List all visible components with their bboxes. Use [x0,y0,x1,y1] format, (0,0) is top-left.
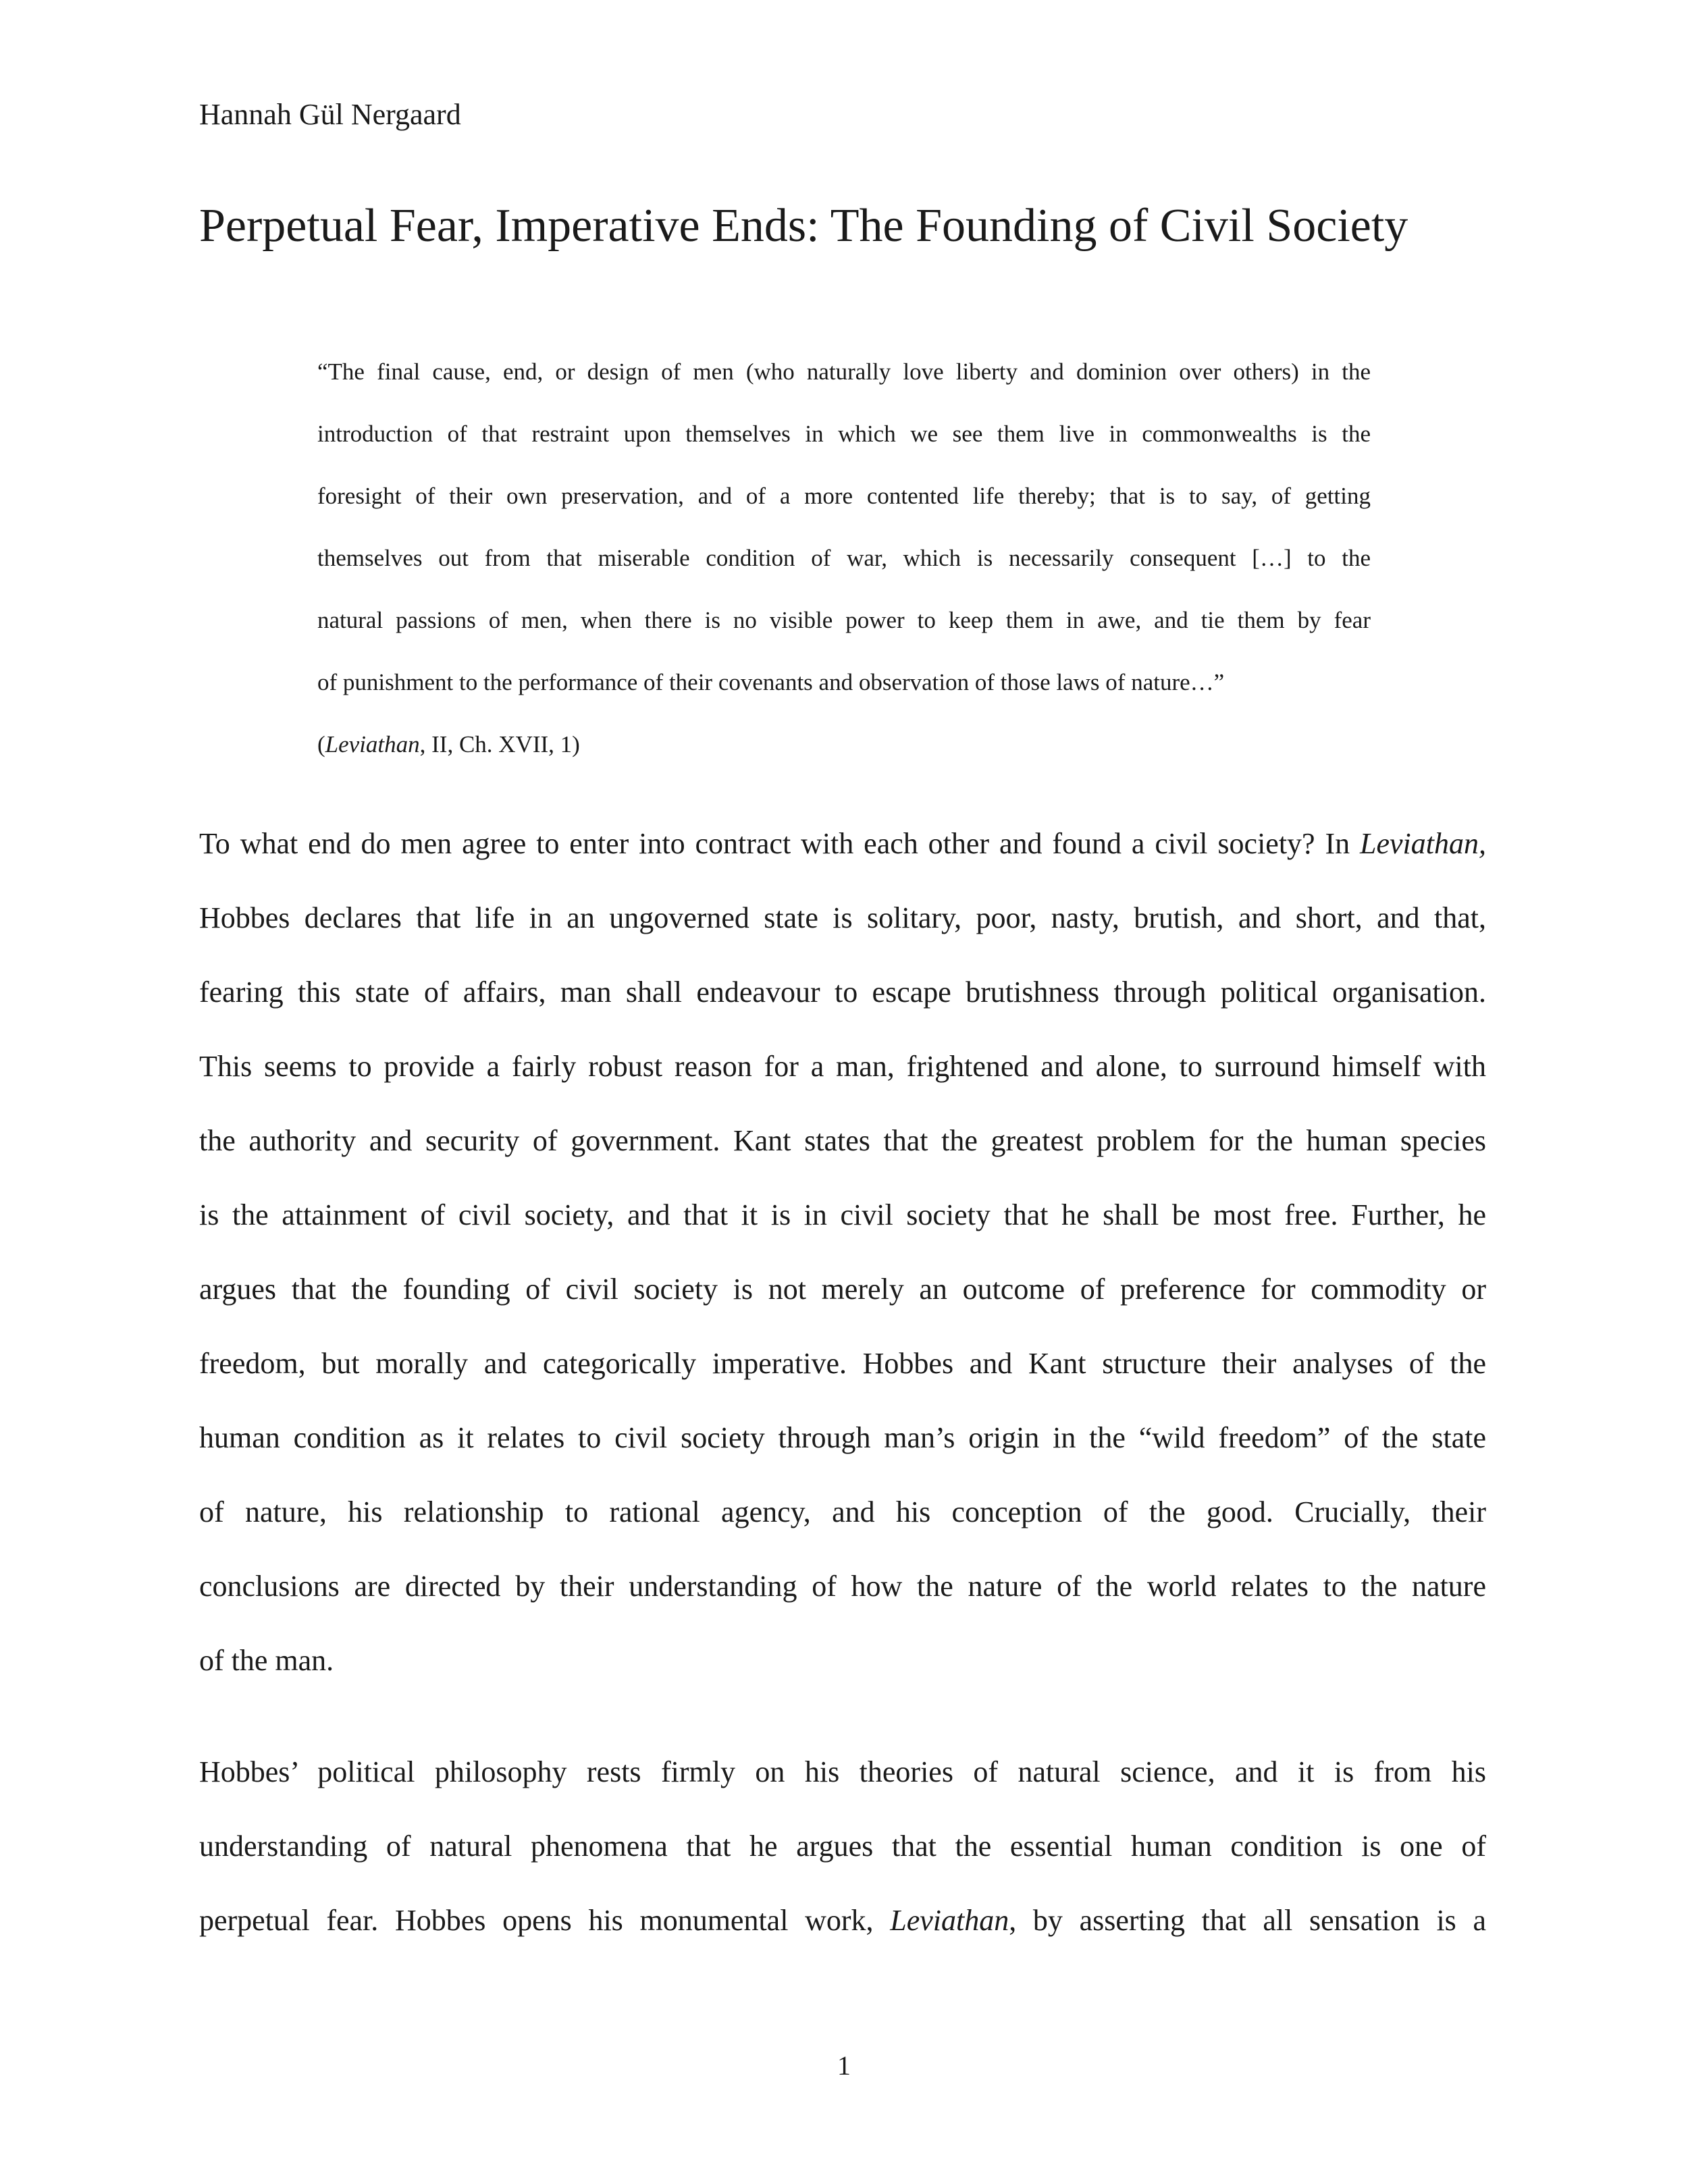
body-line-text: perpetual fear. Hobbes opens his monumental work, [199,1904,891,1937]
body-paragraph-1 [199,807,1486,1698]
epigraph-line: “The final cause, end, or design of men (who naturally love liberty and dominion over others) in the [317,358,1371,385]
epigraph-line: natural passions of men, when there is no visible power to keep them in awe, and tie them by fear [317,607,1371,633]
body-line: of nature, his relationship to rational agency, and his conception of the good. Crucially, their [199,1495,1486,1528]
body-line: fearing this state of affairs, man shall endeavour to escape brutishness through political organisation. [199,976,1486,1009]
epigraph-line: themselves out from that miserable condition of war, which is necessarily consequent […] to the [317,545,1371,571]
work-title-italic: Leviathan, [1360,827,1486,860]
work-title-italic: Leviathan [890,1904,1009,1937]
epigraph-line: of punishment to the performance of their covenants and observation of those laws of nature…” [317,669,1225,695]
essay-title: Perpetual Fear, Imperative Ends: The Founding of Civil Society [199,200,1408,252]
body-line: human condition as it relates to civil society through man’s origin in the “wild freedom” of the state [199,1421,1486,1454]
body-line [199,807,1486,881]
epigraph-line: foresight of their own preservation, and of a more contented life thereby; that is to say, of getting [317,483,1371,509]
page-number: 1 [837,2050,851,2081]
citation-work-title: Leviathan [325,731,420,757]
body-line: the authority and security of government. Kant states that the greatest problem for the human species [199,1124,1486,1157]
body-line: conclusions are directed by their understanding of how the nature of the world relates to the nature [199,1570,1486,1603]
body-line: argues that the founding of civil society is not merely an outcome of preference for commodity or [199,1273,1486,1306]
epigraph-line: introduction of that restraint upon themselves in which we see them live in commonwealths is the [317,421,1371,447]
body-line: is the attainment of civil society, and that it is in civil society that he shall be most free. Further, he [199,1198,1486,1231]
citation-reference: , II, Ch. XVII, 1) [419,731,580,757]
body-paragraph-2 [199,1735,1486,1958]
body-line: Hobbes’ political philosophy rests firmly on his theories of natural science, and it is from his [199,1755,1486,1788]
body-line: understanding of natural phenomena that he argues that the essential human condition is one of [199,1830,1486,1863]
body-line: freedom, but morally and categorically imperative. Hobbes and Kant structure their analyses of the [199,1347,1486,1380]
epigraph-quote [317,341,1371,776]
author-name: Hannah Gül Nergaard [199,98,461,131]
body-line: Hobbes declares that life in an ungoverned state is solitary, poor, nasty, brutish, and short, and that, [199,901,1486,934]
body-line: This seems to provide a fairly robust reason for a man, frightened and alone, to surround himself with [199,1050,1486,1083]
body-line-text: , by asserting that all sensation is a [1009,1904,1487,1937]
epigraph-citation [317,714,1371,776]
body-line [199,1884,1486,1958]
body-line-text: To what end do men agree to enter into contract with each other and found a civil society? In [199,827,1361,860]
citation-open: ( [317,731,325,757]
body-line: of the man. [199,1644,334,1677]
